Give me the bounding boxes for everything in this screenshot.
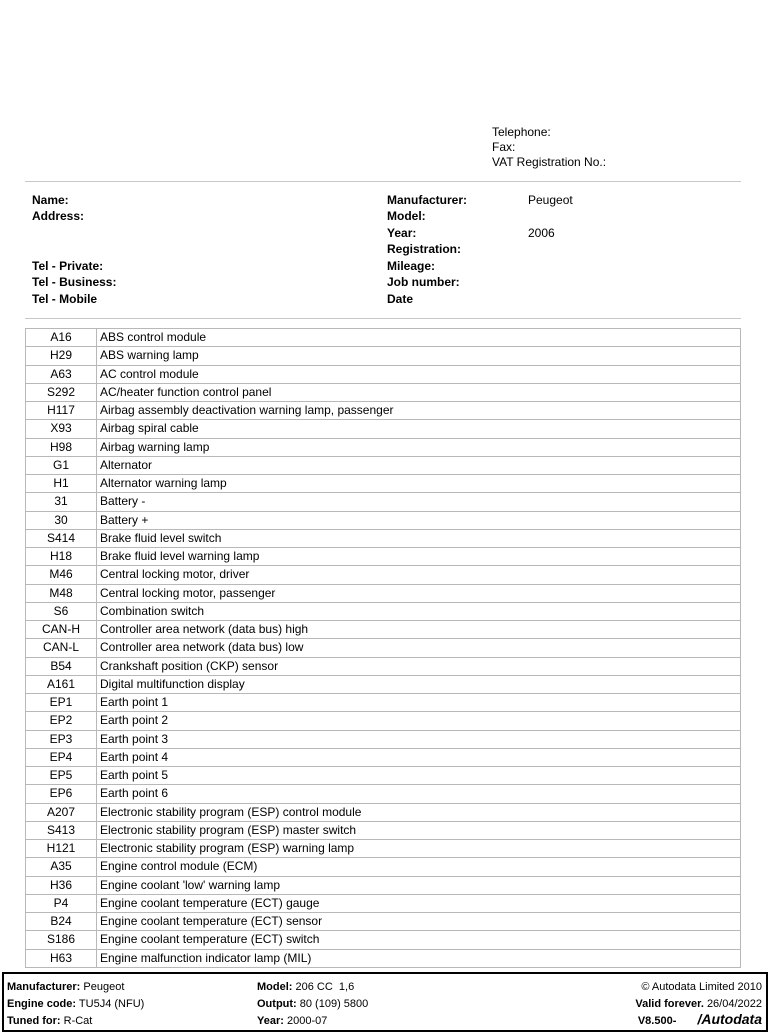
table-row (26, 657, 741, 675)
component-description: Earth point 4 (97, 748, 741, 766)
component-code: B24 (26, 913, 97, 931)
manufacturer-value: Peugeot (528, 193, 573, 207)
component-description: Brake fluid level warning lamp (97, 548, 741, 566)
component-code: H98 (26, 438, 97, 456)
footer-engine-code-value: TU5J4 (NFU) (78, 998, 145, 1010)
footer-version: V8.500- (637, 1015, 677, 1027)
component-code: EP4 (26, 748, 97, 766)
component-description: Controller area network (data bus) high (97, 621, 741, 639)
component-code: EP3 (26, 730, 97, 748)
component-code: 30 (26, 511, 97, 529)
component-code: H18 (26, 548, 97, 566)
footer-tuned-for (7, 1014, 92, 1028)
component-description: Engine control module (ECM) (97, 858, 741, 876)
component-description: Earth point 3 (97, 730, 741, 748)
component-code: EP5 (26, 767, 97, 785)
component-code: M46 (26, 566, 97, 584)
footer-tuned-for-value: R-Cat (63, 1015, 93, 1027)
table-row (26, 712, 741, 730)
divider-middle (25, 318, 741, 319)
footer-manufacturer (7, 980, 124, 994)
component-description: Central locking motor, driver (97, 566, 741, 584)
component-description: ABS control module (97, 329, 741, 347)
table-row (26, 803, 741, 821)
component-description: ABS warning lamp (97, 347, 741, 365)
table-row (26, 931, 741, 949)
manufacturer-label: Manufacturer: (387, 193, 468, 207)
footer-model-label: Model: (257, 981, 293, 993)
telephone-label: Telephone: (492, 125, 551, 139)
table-row (26, 602, 741, 620)
footer-valid-date: 26/04/2022 (706, 998, 762, 1010)
table-row (26, 402, 741, 420)
component-description: Electronic stability program (ESP) master switch (97, 821, 741, 839)
table-row (26, 511, 741, 529)
component-description: Engine coolant temperature (ECT) switch (97, 931, 741, 949)
component-code: A207 (26, 803, 97, 821)
component-code: S6 (26, 602, 97, 620)
component-code: P4 (26, 894, 97, 912)
component-table (25, 328, 741, 968)
table-row (26, 894, 741, 912)
table-row (26, 785, 741, 803)
footer-year (257, 1014, 327, 1028)
component-code: H1 (26, 475, 97, 493)
address-label: Address: (32, 209, 85, 223)
component-description: Controller area network (data bus) low (97, 639, 741, 657)
component-description: Electronic stability program (ESP) control module (97, 803, 741, 821)
component-description: Engine coolant temperature (ECT) sensor (97, 913, 741, 931)
component-code: S414 (26, 529, 97, 547)
workshop-contact (492, 125, 606, 170)
component-code: H63 (26, 949, 97, 967)
tel-private-label: Tel - Private: (32, 259, 104, 273)
footer-brand (638, 1012, 762, 1028)
footer-manufacturer-label: Manufacturer: (7, 981, 81, 993)
table-row (26, 329, 741, 347)
table-row (26, 529, 741, 547)
table-row (26, 584, 741, 602)
footer-model (257, 980, 354, 994)
component-description: AC control module (97, 365, 741, 383)
component-code: CAN-H (26, 621, 97, 639)
autodata-logo: /Autodata (697, 1011, 762, 1027)
tel-business-label: Tel - Business: (32, 275, 117, 289)
table-row (26, 475, 741, 493)
footer-validity (635, 997, 762, 1011)
component-code: H121 (26, 840, 97, 858)
footer-engine-code (7, 997, 144, 1011)
footer-engine-code-label: Engine code: (7, 998, 77, 1010)
year-label: Year: (387, 226, 417, 240)
component-description: Brake fluid level switch (97, 529, 741, 547)
tel-mobile-label: Tel - Mobile (32, 292, 98, 306)
vat-label: VAT Registration No.: (492, 155, 607, 169)
table-row (26, 493, 741, 511)
table-row (26, 767, 741, 785)
component-code: X93 (26, 420, 97, 438)
fax-label: Fax: (492, 140, 516, 154)
table-row (26, 639, 741, 657)
component-description: Earth point 6 (97, 785, 741, 803)
table-row (26, 694, 741, 712)
component-description: Airbag assembly deactivation warning lamp, passenger (97, 402, 741, 420)
footer-year-label: Year: (257, 1015, 284, 1027)
component-description: Digital multifunction display (97, 675, 741, 693)
table-row (26, 876, 741, 894)
component-code: EP2 (26, 712, 97, 730)
component-code: S186 (26, 931, 97, 949)
component-code: A35 (26, 858, 97, 876)
component-code: EP6 (26, 785, 97, 803)
divider-top (25, 181, 741, 182)
component-code: S292 (26, 383, 97, 401)
table-row (26, 748, 741, 766)
component-description: Battery + (97, 511, 741, 529)
footer-output-value: 80 (109) 5800 (299, 998, 369, 1010)
year-value: 2006 (528, 226, 555, 240)
component-code: CAN-L (26, 639, 97, 657)
component-description: Airbag warning lamp (97, 438, 741, 456)
name-label: Name: (32, 193, 69, 207)
component-code: A63 (26, 365, 97, 383)
table-row (26, 365, 741, 383)
table-row (26, 621, 741, 639)
component-code: H117 (26, 402, 97, 420)
component-description: Engine malfunction indicator lamp (MIL) (97, 949, 741, 967)
model-label: Model: (387, 209, 426, 223)
component-description: Earth point 2 (97, 712, 741, 730)
table-row (26, 730, 741, 748)
footer-output-label: Output: (257, 998, 297, 1010)
table-row (26, 840, 741, 858)
component-description: Earth point 1 (97, 694, 741, 712)
date-label: Date (387, 292, 414, 306)
component-description: Engine coolant 'low' warning lamp (97, 876, 741, 894)
component-description: Airbag spiral cable (97, 420, 741, 438)
table-row (26, 949, 741, 967)
component-description: Central locking motor, passenger (97, 584, 741, 602)
component-code: M48 (26, 584, 97, 602)
component-description: Battery - (97, 493, 741, 511)
footer-model-value: 206 CC 1,6 (295, 981, 355, 993)
footer-copyright: © Autodata Limited 2010 (641, 981, 762, 993)
component-code: H29 (26, 347, 97, 365)
job-number-label: Job number: (387, 275, 460, 289)
footer-valid-label: Valid forever. (635, 998, 704, 1010)
component-code: S413 (26, 821, 97, 839)
component-code: B54 (26, 657, 97, 675)
table-row (26, 420, 741, 438)
table-row (26, 383, 741, 401)
component-code: H36 (26, 876, 97, 894)
table-row (26, 548, 741, 566)
table-row (26, 438, 741, 456)
component-description: Earth point 5 (97, 767, 741, 785)
footer-manufacturer-value: Peugeot (83, 981, 125, 993)
footer-year-value: 2000-07 (286, 1015, 328, 1027)
registration-label: Registration: (387, 242, 462, 256)
table-row (26, 347, 741, 365)
component-code: G1 (26, 456, 97, 474)
component-description: Alternator (97, 456, 741, 474)
footer-tuned-for-label: Tuned for: (7, 1015, 61, 1027)
mileage-label: Mileage: (387, 259, 436, 273)
footer-output (257, 997, 368, 1011)
footer-box (2, 972, 768, 1032)
component-code: A161 (26, 675, 97, 693)
component-description: Combination switch (97, 602, 741, 620)
table-row (26, 675, 741, 693)
component-code: A16 (26, 329, 97, 347)
table-row (26, 913, 741, 931)
component-description: Electronic stability program (ESP) warning lamp (97, 840, 741, 858)
component-description: Crankshaft position (CKP) sensor (97, 657, 741, 675)
table-row (26, 456, 741, 474)
component-code: EP1 (26, 694, 97, 712)
component-description: AC/heater function control panel (97, 383, 741, 401)
table-row (26, 858, 741, 876)
component-description: Engine coolant temperature (ECT) gauge (97, 894, 741, 912)
component-code: 31 (26, 493, 97, 511)
component-description: Alternator warning lamp (97, 475, 741, 493)
table-row (26, 821, 741, 839)
table-row (26, 566, 741, 584)
